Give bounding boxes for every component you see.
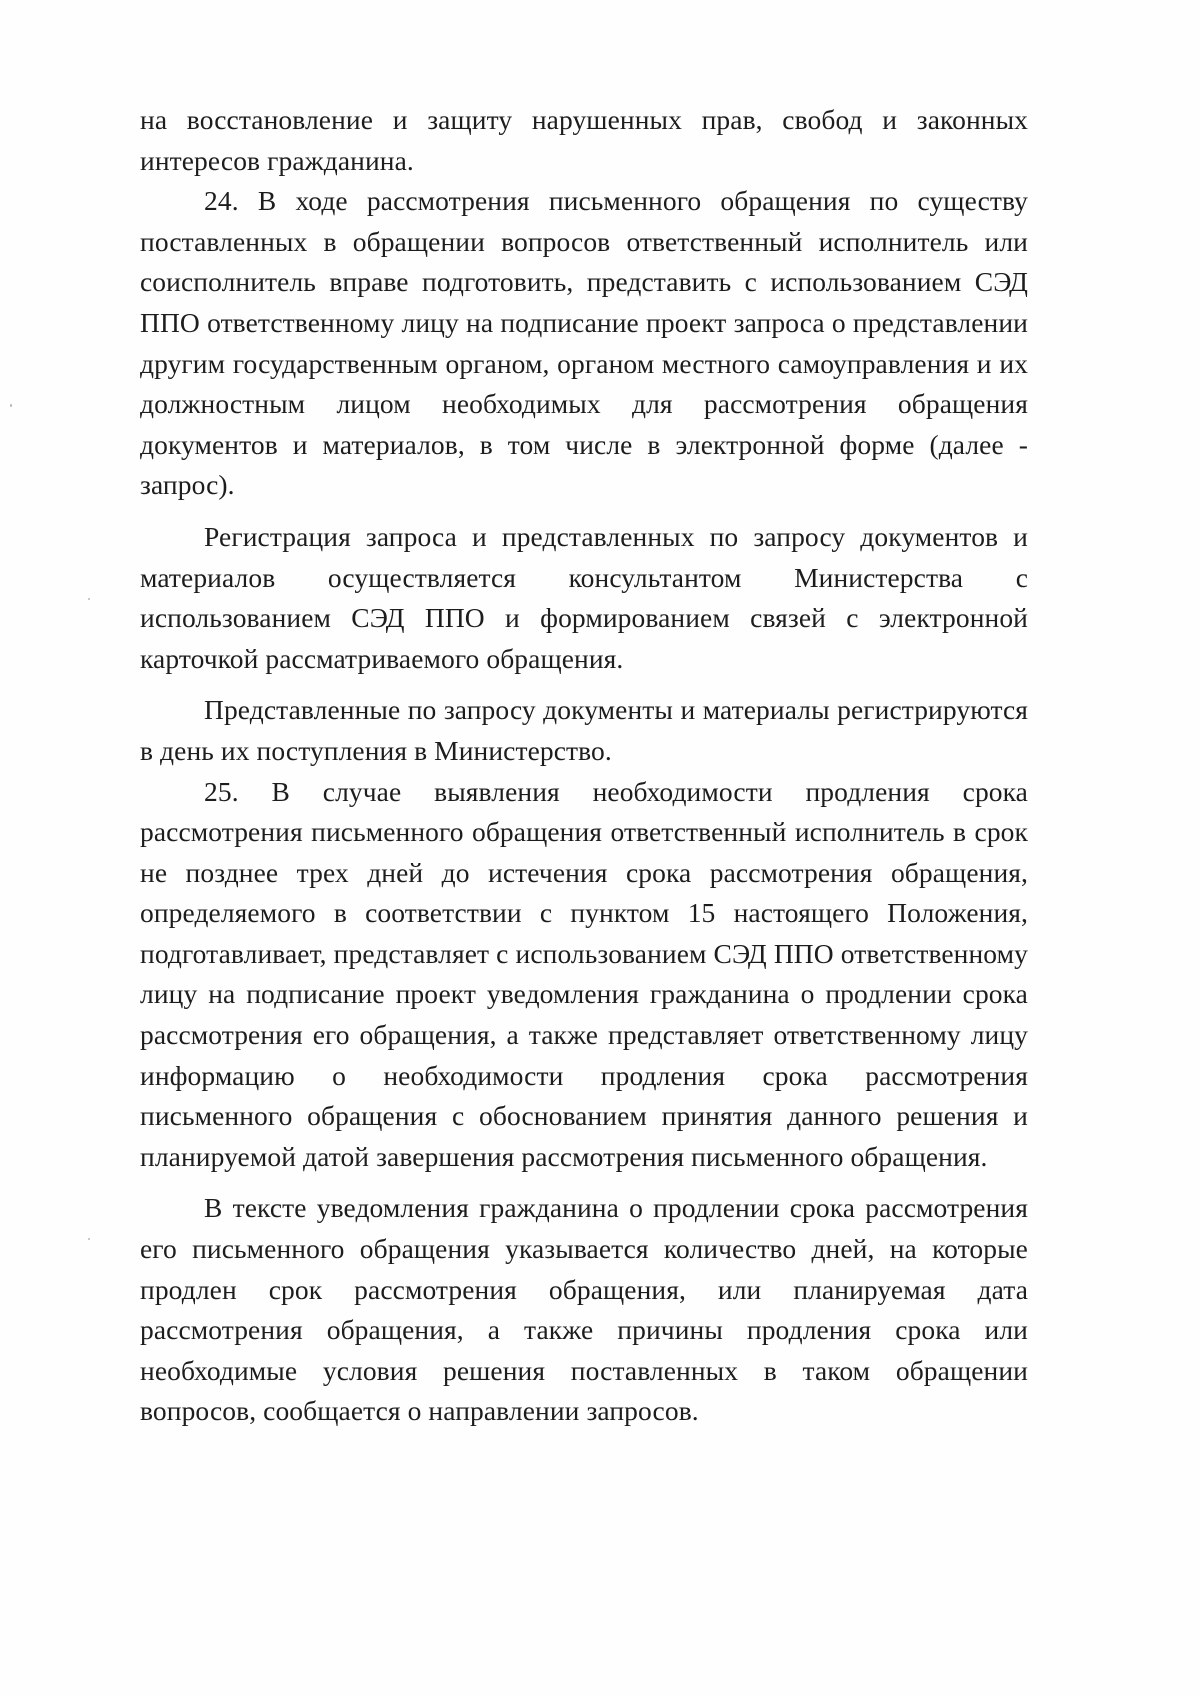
paragraph-item-25: 25. В случае выявления необходимости продления срока рассмотрения письменного обращения ответственный исполнитель в срок не позднее трех дней до истечения срока рассмотрения обращения, определяемого в соответствии с пунктом 15 настоящего Положения, подготавливает, представляет с использованием СЭД ППО ответственному лицу на подписание проект уведомления гражданина о продлении срока рассмотрения его обращения, а также представляет ответственному лицу информацию о необходимости продления срока рассмотрения письменного обращения с обоснованием принятия данного решения и планируемой датой завершения рассмотрения письменного обращения.: [140, 775, 1028, 1172]
paragraph-registration: Регистрация запроса и представленных по запросу документов и материалов осуществляется консультантом Министерства с использованием СЭД ППО и формированием связей с электронной карточкой рассматриваемого обращения.: [140, 520, 1028, 674]
document-body: [140, 100, 1028, 1432]
paragraph-continuation: на восстановление и защиту нарушенных прав, свобод и законных интересов гражданина.: [140, 104, 1028, 176]
paragraph-registered-documents: Представленные по запросу документы и материалы регистрируются в день их поступления в Министерство.: [140, 694, 1028, 766]
paragraph-item-24: 24. В ходе рассмотрения письменного обращения по существу поставленных в обращении вопросов ответственный исполнитель или соисполнитель вправе подготовить, представить с использованием СЭД ППО ответственному лицу на подписание проект запроса о представлении другим государственным органом, органом местного самоуправления и их должностным лицом необходимых для рассмотрения обращения документов и материалов, в том числе в электронной форме (далее - запрос).: [140, 185, 1028, 501]
scan-speck: [88, 598, 90, 600]
scan-speck: [88, 1238, 90, 1240]
scan-speck: [10, 404, 12, 407]
paragraph-notification-text: В тексте уведомления гражданина о продлении срока рассмотрения его письменного обращения указывается количество дней, на которые продлен срок рассмотрения обращения, или планируемая дата рассмотрения обращения, а также причины продления срока или необходимые условия решения поставленных в таком обращении вопросов, сообщается о направлении запросов.: [140, 1192, 1028, 1427]
